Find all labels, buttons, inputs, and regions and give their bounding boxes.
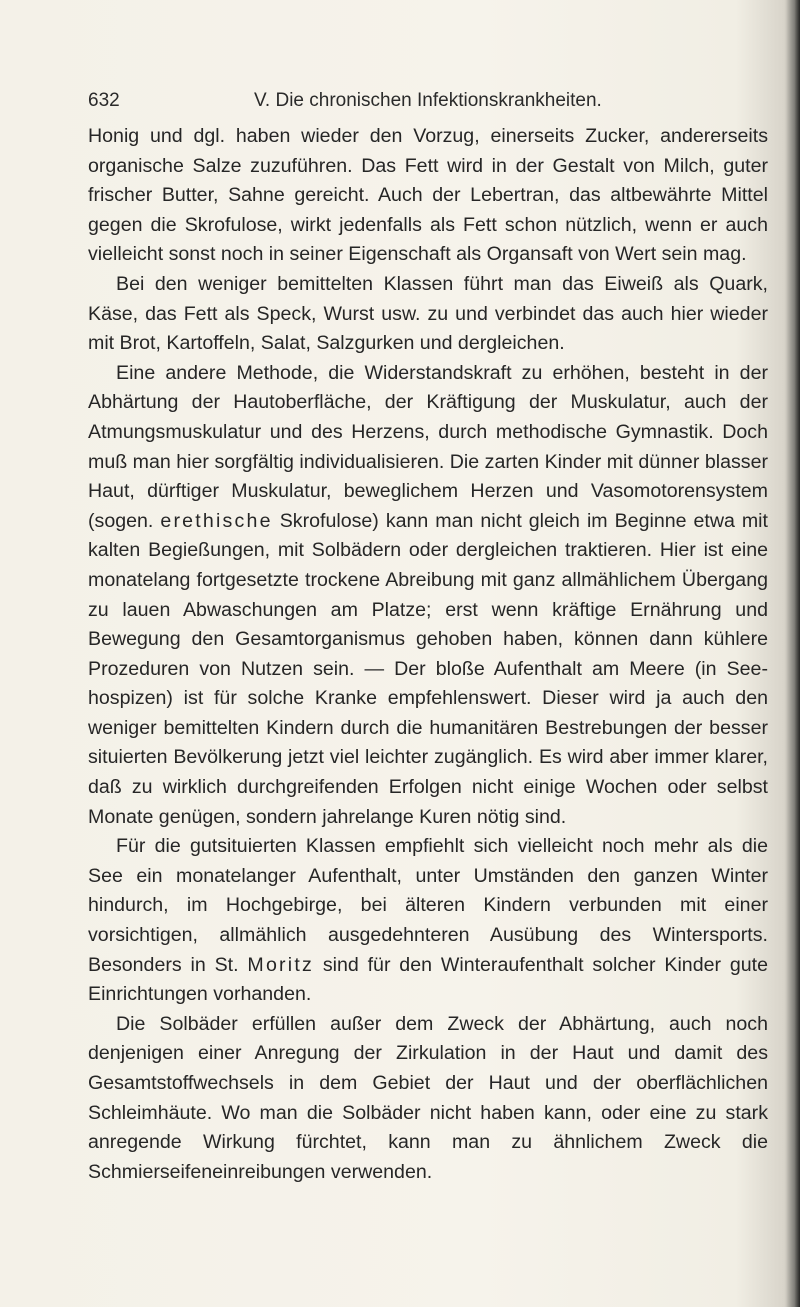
page-edge-shadow	[786, 0, 800, 1307]
running-title: V. Die chronischen Infektionskrankheiten.	[254, 90, 602, 111]
page-header	[88, 90, 768, 118]
paragraph-4-part-b: sind für den Winteraufenthalt solcher Kinder gute Einrichtungen vorhanden.	[88, 953, 768, 1006]
paragraph-4	[88, 832, 768, 1010]
page-number: 632	[88, 90, 120, 111]
paragraph-3	[88, 359, 768, 833]
paragraph-5: Die Solbäder erfüllen außer dem Zweck der Abhärtung, auch noch denjenigen einer Anregung der Zirkulation in der Haut und damit des Gesamtstoffwechsels in dem Gebiet der Haut und der oberflächlichen Schleimhäute. Wo man die Solbäder nicht haben kann, oder eine zu stark anregende Wirkung fürchtet, kann man zu ähnlichem Zweck die Schmierseifeneinreibungen verwenden.	[88, 1012, 768, 1183]
paragraph-3-part-a: Eine andere Methode, die Widerstandskraft zu erhöhen, besteht in der Abhärtung der Hautoberfläche, der Kräftigung der Muskulatur, auch der Atmungsmuskulatur und des Herzens, durch methodische Gymnastik. Doch muß man hier sorgfältig individualisieren. Die zarten Kinder mit dünner blasser Haut, dürftiger Muskulatur, beweglichem Herzen und Vasomotorensystem (sogen.	[88, 361, 768, 532]
spaced-term-moritz: Moritz	[247, 953, 314, 976]
paragraph-3-part-b: Skrofulose) kann man nicht gleich im Beginne etwa mit kalten Begießungen, mit Solbädern oder dergleichen traktieren. Hier ist eine monatelang fortgesetzte trockene Abreibung mit ganz allmählichem Übergang zu lauen Abwaschungen am Platze; erst wenn kräftige Ernährung und Bewegung den Gesamtorganismus gehoben haben, können dann kühlere Prozeduren von Nutzen sein. — Der bloße Aufenthalt am Meere (in Seehospizen) ist für solche Kranke empfehlenswert. Dieser wird ja auch den weniger bemittelten Kindern durch die humanitären Bestrebungen der besser situierten Bevölkerung jetzt viel leichter zugänglich. Es wird aber immer klarer, daß zu wirklich durchgreifenden Erfolgen nicht einige Wochen oder selbst Monate genügen, sondern jahrelange Kuren nötig sind.	[88, 509, 768, 828]
spaced-term-erethische: erethische	[160, 509, 273, 532]
paragraph-1: Honig und dgl. haben wieder den Vorzug, einerseits Zucker, andererseits organische Salze zuzuführen. Das Fett wird in der Gestalt von Milch, guter frischer Butter, Sahne gereicht. Auch der Lebertran, das altbewährte Mittel gegen die Skrofulose, wirkt jedenfalls als Fett schon nützlich, wenn er auch vielleicht sonst noch in seiner Eigenschaft als Organsaft von Wert sein mag.	[88, 125, 768, 266]
paragraph-2: Bei den weniger bemittelten Klassen führt man das Eiweiß als Quark, Käse, das Fett als Speck, Wurst usw. zu und verbindet das auch hier wieder mit Brot, Kartoffeln, Salat, Salzgurken und dergleichen.	[88, 272, 768, 355]
paragraph-4-part-a: Für die gutsituierten Klassen empfiehlt sich vielleicht noch mehr als die See ein monatelanger Aufenthalt, unter Umständen den ganzen Winter hindurch, im Hochgebirge, bei älteren Kindern verbunden mit einer vorsichtigen, allmählich ausgedehnteren Ausübung des Wintersports. Besonders in St.	[88, 835, 768, 976]
body-text	[88, 122, 768, 1187]
